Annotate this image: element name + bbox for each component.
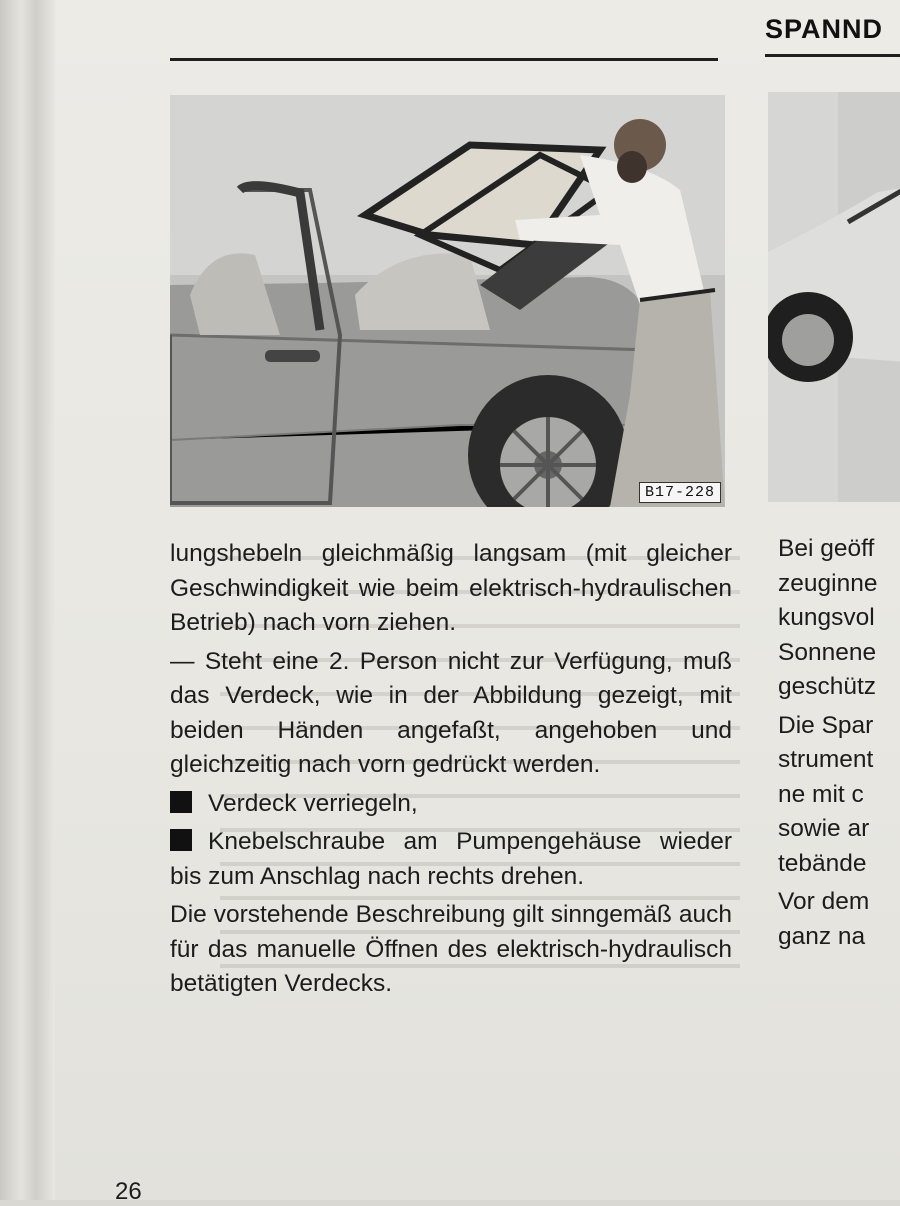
convertible-roof-illustration: [170, 95, 725, 507]
closing-paragraph: Die vorstehende Beschreibung gilt sinngemäß auch für das manuelle Öffnen des elektrisch-hydraulisch betätigten Verdecks.: [170, 901, 732, 997]
paragraph-2: — Steht eine 2. Person nicht zur Verfügung, muß das Verdeck, wie in der Abbildung gezeigt, mit beiden Händen angefaßt, angehoben und gleichzeitig nach vorn gedrückt werden.: [170, 647, 732, 778]
line: Bei geöff: [778, 535, 875, 562]
left-text-column: [170, 537, 732, 1006]
step-text: Knebelschraube am Pumpengehäuse wieder bis zum Anschlag nach rechts drehen.: [170, 828, 732, 890]
right-text-column: [778, 532, 900, 954]
page-number: 26: [115, 1178, 142, 1205]
figure-label: B17-228: [639, 482, 721, 503]
header-rule-left: [170, 58, 718, 61]
paragraph-1: lungshebeln gleichmäßig langsam (mit gleicher Geschwindigkeit wie beim elektrisch-hydraulischen Betrieb) nach vorn ziehen.: [170, 540, 732, 636]
line: zeuginne: [778, 569, 878, 597]
car-front-illustration: [768, 92, 900, 502]
line: sowie ar: [778, 815, 870, 842]
line: ganz na: [778, 922, 866, 950]
book-page-edges: [0, 0, 60, 1200]
line: geschütz: [778, 673, 877, 700]
line: ne mit c: [778, 780, 864, 808]
step-text: Verdeck verriegeln,: [208, 789, 418, 817]
line: strument: [778, 746, 874, 773]
line: Sonnene: [778, 638, 877, 666]
square-bullet-icon: [170, 791, 192, 813]
line: tebände: [778, 849, 867, 877]
square-bullet-icon: [170, 829, 192, 851]
step-item: [170, 825, 732, 894]
step-item: [170, 787, 732, 822]
line: kungsvol: [778, 604, 875, 631]
right-photo: [768, 92, 900, 502]
line: Vor dem: [778, 888, 870, 915]
header-rule-right: [765, 54, 900, 57]
line: Die Spar: [778, 711, 874, 739]
main-photo: [170, 95, 725, 507]
section-heading: SPANND: [765, 14, 884, 44]
